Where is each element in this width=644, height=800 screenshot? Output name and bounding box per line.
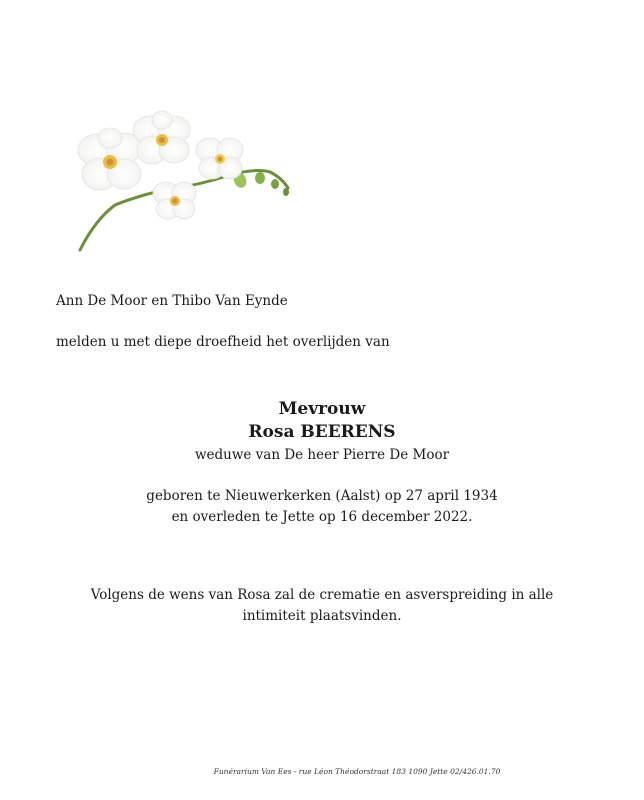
funeral-home-footer: Funérarium Van Ees - rue Léon Théodorstraat 183 1090 Jette 02/426.01.70 bbox=[213, 767, 501, 776]
birth-text: geboren te Nieuwerkerken (Aalst) op 27 april 1934 bbox=[146, 488, 498, 504]
announcers-text: Ann De Moor en Thibo Van Eynde bbox=[56, 293, 288, 309]
deceased-title bbox=[0, 398, 644, 444]
funeral-message: Volgens de wens van Rosa zal de crematie en asverspreiding in alle intimiteit plaatsvinden. bbox=[90, 587, 554, 624]
intro-text: melden u met diepe droefheid het overlijden van bbox=[56, 334, 390, 350]
widow-of-text: weduwe van De heer Pierre De Moor bbox=[194, 447, 450, 463]
deceased-name: Rosa BEERENS bbox=[248, 422, 396, 442]
life-dates bbox=[0, 486, 644, 528]
orchid-flower-icon bbox=[70, 100, 300, 260]
death-text: en overleden te Jette op 16 december 2022. bbox=[171, 509, 473, 525]
deceased-salutation: Mevrouw bbox=[278, 399, 366, 419]
